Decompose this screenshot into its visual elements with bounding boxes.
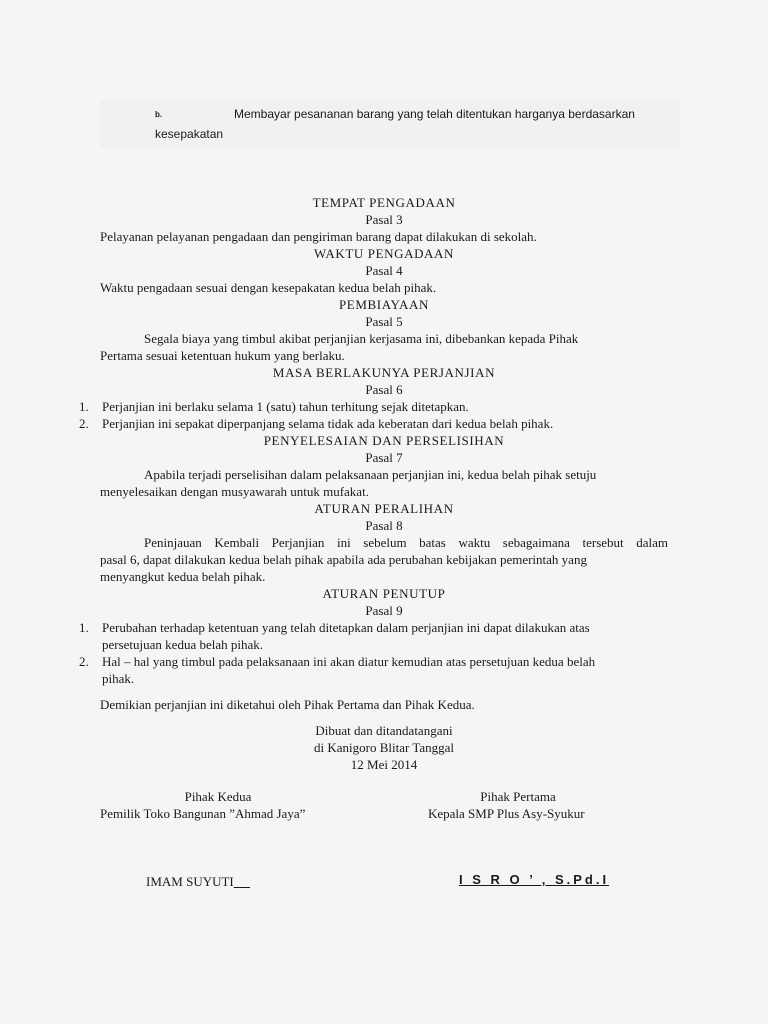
list-number: 2. [79,654,89,669]
second-party-name [146,873,250,890]
made-line1: Dibuat dan ditandatangani [315,723,453,738]
item-marker: b. [155,110,163,119]
second-party-role: Pihak Kedua [184,789,252,804]
made-line2: di Kanigoro Blitar Tanggal [313,740,455,755]
heading-pasal-4: WAKTU PENGADAAN [313,246,455,261]
list-text: Perjanjian ini berlaku selama 1 (satu) tahun terhitung sejak ditetapkan. [102,399,469,414]
heading-pasal-3: TEMPAT PENGADAAN [312,195,456,210]
second-party-name-text: IMAM SUYUTI [146,874,234,889]
pasal-7-line1: Apabila terjadi perselisihan dalam pelaksanaan perjanjian ini, kedua belah pihak setuju [144,467,597,482]
pasal-8-line3: menyangkut kedua belah pihak. [100,569,266,584]
pasal-7-line2: menyelesaikan dengan musyawarah untuk mufakat. [100,484,369,499]
list-number: 1. [79,620,89,635]
pasal-8-label: Pasal 8 [365,518,403,533]
first-party-name [459,871,609,888]
item-text-line1: Membayar pesananan barang yang telah ditentukan harganya berdasarkan [234,107,635,121]
pasal-4-text: Waktu pengadaan sesuai dengan kesepakatan kedua belah pihak. [100,280,437,295]
heading-pasal-9: ATURAN PENUTUP [322,586,446,601]
pasal-5-line1: Segala biaya yang timbul akibat perjanjian kerjasama ini, dibebankan kepada Pihak [144,331,579,346]
pasal-9-label: Pasal 9 [365,603,403,618]
pasal-8-line2: pasal 6, dapat dilakukan kedua belah pihak apabila ada perubahan kebijakan pemerintah yang [100,552,587,567]
heading-pasal-6: MASA BERLAKUNYA PERJANJIAN [272,365,496,380]
signature-underline [234,874,250,889]
pasal-6-label: Pasal 6 [365,382,403,397]
heading-pasal-7: PENYELESAIAN DAN PERSELISIHAN [263,433,505,448]
heading-pasal-8: ATURAN PERALIHAN [314,501,454,516]
first-party-role: Pihak Pertama [480,789,556,804]
pasal-3-label: Pasal 3 [365,212,403,227]
list-item-continuation [0,636,668,653]
list-item [0,653,668,670]
pasal-7-label: Pasal 7 [365,450,403,465]
first-party-name-text: I S R O ’ , S.Pd.I [459,872,610,887]
list-item [0,619,668,636]
list-number: 2. [79,416,89,431]
list-text: persetujuan kedua belah pihak. [102,637,263,652]
list-text: Hal – hal yang timbul pada pelaksanaan ini akan diatur kemudian atas persetujuan kedua belah [102,654,596,669]
pasal-8-line1: Peninjauan Kembali Perjanjian ini sebelum batas waktu sebagaimana tersebut dalam [144,535,668,550]
made-date: 12 Mei 2014 [350,757,418,772]
pasal-5-line2: Pertama sesuai ketentuan hukum yang berlaku. [100,348,345,363]
item-text-line2: kesepakatan [155,127,224,141]
list-item [0,415,668,432]
second-party-title: Pemilik Toko Bangunan ”Ahmad Jaya” [100,806,306,821]
list-number: 1. [79,399,89,414]
heading-pasal-5: PEMBIAYAAN [338,297,430,312]
list-item [0,398,668,415]
list-text: pihak. [102,671,135,686]
contract-body [0,194,768,773]
list-text: Perubahan terhadap ketentuan yang telah ditetapkan dalam perjanjian ini dapat dilakukan atas [102,620,590,635]
list-text: Perjanjian ini sepakat diperpanjang selama tidak ada keberatan dari kedua belah pihak. [102,416,554,431]
pasal-4-label: Pasal 4 [365,263,403,278]
list-item-continuation [0,670,668,687]
pasal-3-text: Pelayanan pelayanan pengadaan dan pengiriman barang dapat dilakukan di sekolah. [100,229,537,244]
pasal-5-label: Pasal 5 [365,314,403,329]
closing-statement: Demikian perjanjian ini diketahui oleh Pihak Pertama dan Pihak Kedua. [100,697,475,712]
first-party-title: Kepala SMP Plus Asy-Syukur [428,806,585,821]
